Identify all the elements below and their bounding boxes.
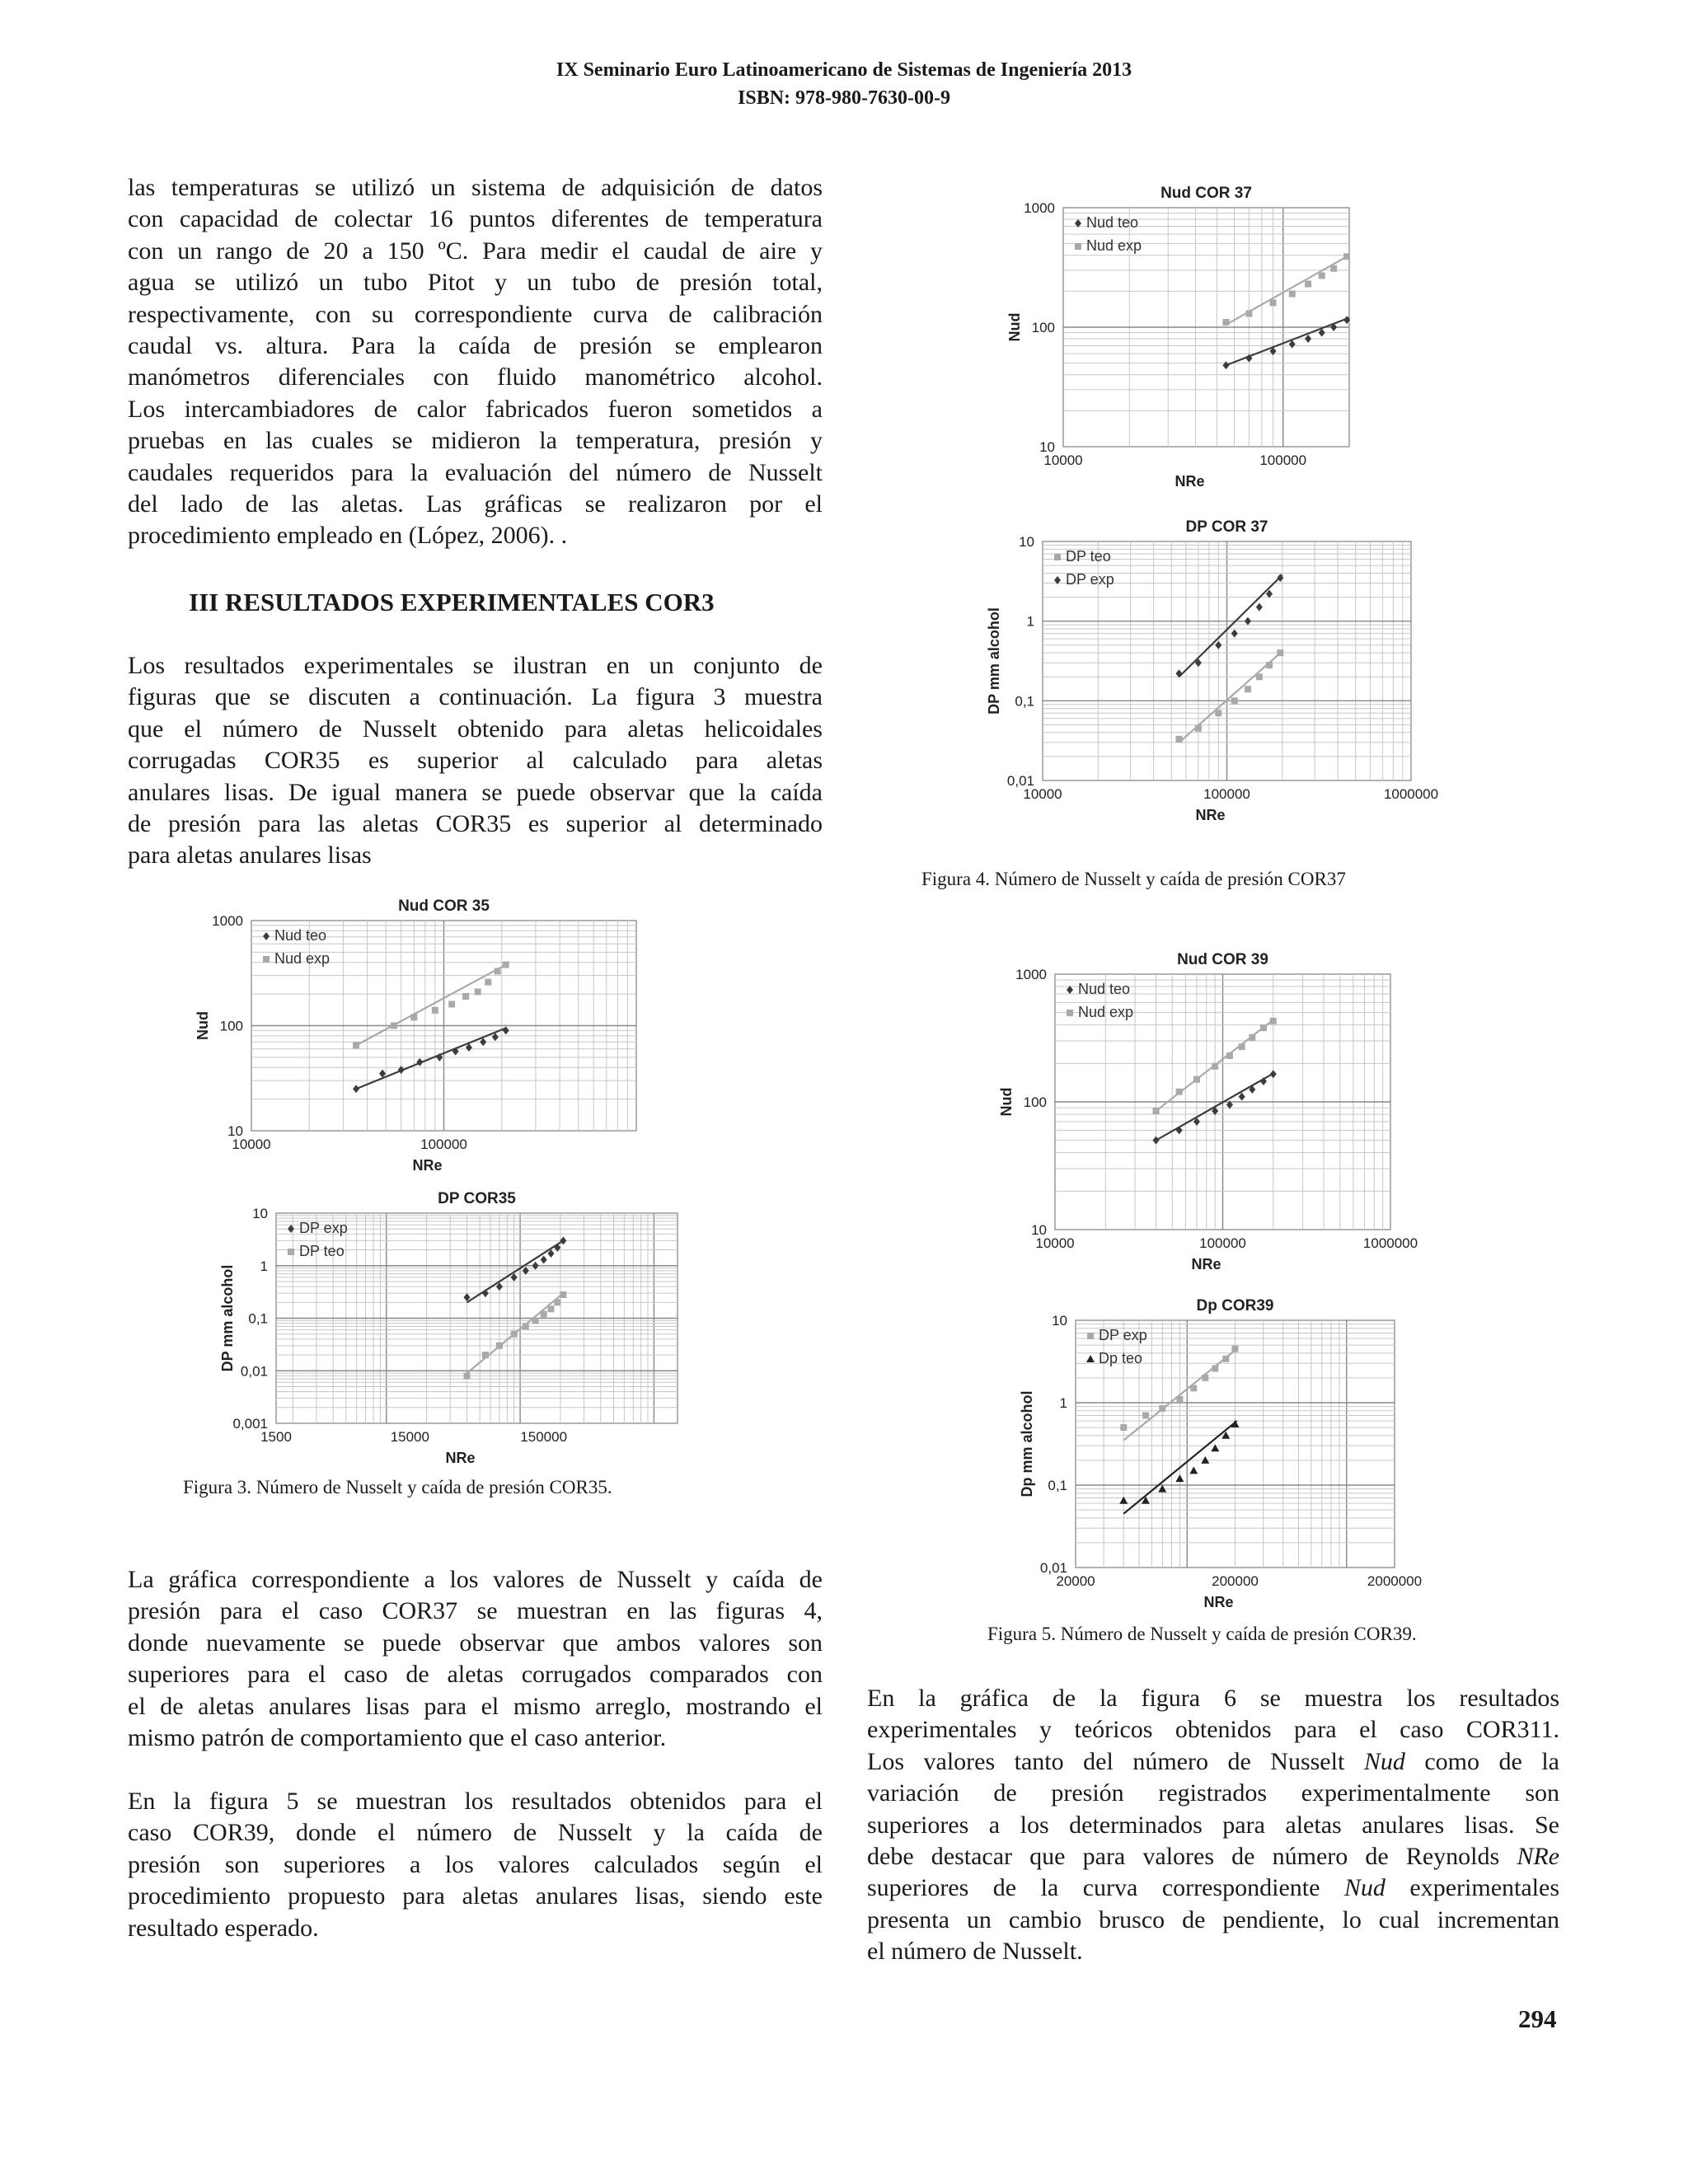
legend-label: Nud teo	[1078, 981, 1131, 997]
chart-nud-cor35	[190, 894, 651, 1179]
y-axis-label: DP mm alcohol	[219, 1264, 236, 1372]
data-point	[1142, 1412, 1149, 1418]
x-tick-label: 20000	[1056, 1573, 1095, 1589]
data-point	[1195, 725, 1202, 732]
data-point	[541, 1310, 547, 1317]
chart-nud-cor37	[1001, 181, 1364, 494]
x-tick-label: 200000	[1212, 1573, 1259, 1589]
text-line: que el número de Nusselt obtenido para aletas helicoidales	[128, 715, 823, 743]
legend-label: DP teo	[299, 1243, 345, 1259]
text-line: variación de presión registrados experimentalmente son	[867, 1779, 1559, 1807]
chart-nud-cor39	[993, 948, 1418, 1277]
text-line: procedimiento propuesto para aletas anulares lisas, siendo este	[128, 1882, 823, 1910]
chart-title: Nud COR 35	[398, 898, 490, 915]
text-line: presenta un cambio brusco de pendiente, lo cual incrementan	[867, 1905, 1559, 1933]
text-line: La gráfica correspondiente a los valores de Nusselt y caída de	[128, 1566, 823, 1593]
data-point	[523, 1323, 529, 1329]
y-tick-label: 1000	[1024, 200, 1055, 216]
y-tick-label: 0,1	[248, 1310, 268, 1327]
data-point	[1212, 1366, 1218, 1372]
chart-title: DP COR 37	[1185, 518, 1268, 536]
y-tick-label: 1	[1026, 613, 1034, 630]
section-title: III RESULTADOS EXPERIMENTALES COR3	[189, 588, 715, 616]
y-tick-label: 10	[1019, 534, 1034, 550]
text-line: con un rango de 20 a 150 ºC. Para medir el caudal de aire y	[128, 237, 823, 265]
y-tick-label: 1000	[212, 913, 243, 929]
text-line: experimentales y teóricos obtenidos para el caso COR311.	[867, 1716, 1559, 1744]
data-point	[1231, 697, 1238, 704]
legend-label: Dp teo	[1099, 1350, 1143, 1366]
text-line: superiores a los determinados para aletas anulares lisas. Se	[867, 1811, 1559, 1839]
text-line: Los resultados experimentales se ilustran en un conjunto de	[128, 652, 823, 679]
y-axis-label: DP mm alcohol	[986, 607, 1002, 715]
y-tick-label: 10	[252, 1206, 268, 1221]
text-line: Los valores tanto del número de Nusselt Nud como de la	[867, 1747, 1559, 1775]
text-line: presión para el caso COR37 se muestran en las figuras 4,	[128, 1597, 823, 1625]
legend-label: DP teo	[1066, 548, 1111, 565]
chart-dp-cor39	[1014, 1294, 1423, 1615]
data-point	[1159, 1405, 1165, 1412]
data-point	[1249, 1034, 1255, 1041]
text-line: para aletas anulares lisas	[128, 841, 372, 869]
y-tick-label: 100	[1023, 1094, 1047, 1110]
text-line: superiores de la curva correspondiente Nud experimentales	[867, 1874, 1559, 1902]
legend-label: Nud teo	[274, 927, 327, 944]
y-tick-label: 1000	[1015, 967, 1047, 982]
y-axis-label: Nud	[1006, 312, 1023, 342]
data-point	[547, 1305, 554, 1312]
text-line: respectivamente, con su correspondiente curva de calibración	[128, 300, 823, 328]
legend-label: Nud teo	[1086, 214, 1139, 231]
x-axis-label: NRe	[445, 1450, 476, 1466]
data-point	[1270, 299, 1277, 306]
legend-label: DP exp	[299, 1220, 348, 1236]
data-point	[1256, 673, 1263, 680]
data-point	[1305, 281, 1311, 288]
legend-marker	[263, 956, 270, 963]
y-tick-label: 0,01	[1006, 773, 1034, 789]
data-point	[448, 1001, 455, 1007]
data-point	[1319, 272, 1325, 279]
y-tick-label: 1	[260, 1258, 268, 1274]
y-tick-label: 10	[1039, 439, 1055, 455]
data-point	[1175, 736, 1182, 743]
legend-marker	[1067, 1010, 1073, 1016]
data-point	[1176, 1396, 1183, 1403]
figure5-caption: Figura 5. Número de Nusselt y caída de presión COR39.	[987, 1624, 1417, 1644]
text-line: anulares lisas. De igual manera se puede observar que la caída	[128, 778, 823, 806]
data-point	[1232, 1346, 1239, 1352]
data-point	[1212, 1063, 1218, 1070]
figure3-caption: Figura 3. Número de Nusselt y caída de presión COR35.	[183, 1477, 612, 1497]
data-point	[495, 968, 501, 974]
x-tick-label: 10000	[1023, 786, 1062, 802]
y-tick-label: 0,1	[1048, 1478, 1067, 1493]
data-point	[1277, 649, 1283, 656]
legend-label: DP exp	[1066, 571, 1114, 588]
data-point	[1190, 1385, 1197, 1391]
x-tick-label: 10000	[1035, 1235, 1075, 1251]
chart-title: Nud COR 37	[1160, 185, 1252, 202]
paragraph-methods	[128, 172, 823, 552]
x-tick-label: 10000	[1043, 452, 1083, 468]
x-axis-label: NRe	[1195, 807, 1226, 823]
data-point	[1222, 319, 1229, 326]
y-tick-label: 1	[1059, 1395, 1067, 1411]
text-line: con capacidad de colectar 16 puntos diferentes de temperatura	[128, 205, 823, 233]
x-tick-label: 100000	[1203, 786, 1250, 802]
text-line: caso COR39, donde el número de Nusselt y la caída de	[128, 1819, 823, 1847]
x-tick-label: 15000	[390, 1429, 429, 1445]
legend-label: DP exp	[1099, 1327, 1147, 1343]
data-point	[1289, 291, 1296, 298]
page-number: 294	[1518, 2004, 1557, 2033]
text-line: debe destacar que para valores de número de Reynolds NRe	[867, 1843, 1559, 1871]
data-point	[463, 1372, 470, 1379]
text-line: procedimiento empleado en (López, 2006). .	[128, 522, 568, 550]
data-point	[391, 1023, 397, 1029]
y-tick-label: 10	[1031, 1222, 1047, 1238]
data-point	[1330, 265, 1337, 272]
legend-label: Nud exp	[1078, 1004, 1134, 1020]
text-line: del lado de las aletas. Las gráficas se realizaron por el	[128, 490, 823, 518]
x-tick-label: 1000000	[1383, 786, 1439, 802]
chart-dp-cor35	[214, 1187, 692, 1471]
x-tick-label: 100000	[1199, 1235, 1246, 1251]
data-point	[410, 1014, 417, 1020]
text-line: agua se utilizó un tubo Pitot y un tubo de presión total,	[128, 269, 823, 297]
figure4-caption: Figura 4. Número de Nusselt y caída de presión COR37	[921, 869, 1346, 889]
data-point	[554, 1299, 560, 1305]
x-tick-label: 2000000	[1367, 1573, 1423, 1589]
text-line: caudal vs. altura. Para la caída de presión se emplearon	[128, 332, 823, 360]
chart-dp-cor37	[981, 515, 1439, 828]
y-tick-label: 0,01	[240, 1363, 268, 1380]
x-axis-label: NRe	[1191, 1256, 1221, 1272]
text-line: caudales requeridos para la evaluación del número de Nusselt	[128, 458, 823, 486]
header-isbn: ISBN: 978-980-7630-00-9	[738, 87, 950, 109]
legend-label: Nud exp	[1086, 237, 1142, 254]
chart-title: DP COR35	[438, 1190, 516, 1207]
data-point	[1226, 1052, 1233, 1059]
paragraph-cor311	[867, 1683, 1559, 1968]
data-point	[1270, 1018, 1277, 1024]
text-line: pruebas en las cuales se midieron la temperatura, presión y	[128, 427, 823, 455]
data-point	[560, 1291, 566, 1298]
x-tick-label: 1500	[260, 1429, 292, 1445]
text-line: las temperaturas se utilizó un sistema de adquisición de datos	[128, 174, 823, 201]
text-line: figuras que se discuten a continuación. La figura 3 muestra	[128, 683, 823, 711]
legend-marker	[1054, 554, 1061, 560]
y-tick-label: 10	[1052, 1313, 1067, 1329]
text-line: de presión para las aletas COR35 es superior al determinado	[128, 810, 823, 838]
chart-title: Dp COR39	[1196, 1297, 1274, 1315]
data-point	[1260, 1024, 1267, 1031]
y-tick-label: 10	[227, 1123, 243, 1139]
data-point	[1222, 1356, 1229, 1362]
y-tick-label: 0,001	[232, 1416, 268, 1432]
data-point	[1245, 310, 1252, 316]
data-point	[1176, 1089, 1183, 1095]
text-line: el de aletas anulares lisas para el mismo arreglo, mostrando el	[128, 1692, 823, 1720]
text-line: resultado esperado.	[128, 1914, 319, 1942]
y-tick-label: 100	[1031, 320, 1055, 335]
text-line: donde nuevamente se puede observar que ambos valores son	[128, 1629, 823, 1657]
legend-marker	[288, 1249, 294, 1255]
text-line: En la figura 5 se muestran los resultados obtenidos para el	[128, 1788, 823, 1815]
text-line: manómetros diferenciales con fluido manométrico alcohol.	[128, 363, 823, 391]
x-tick-label: 150000	[520, 1429, 568, 1445]
x-tick-label: 100000	[1259, 452, 1307, 468]
x-axis-label: NRe	[1203, 1594, 1234, 1610]
data-point	[496, 1343, 503, 1349]
data-point	[1215, 710, 1221, 716]
x-tick-label: 100000	[420, 1137, 467, 1152]
text-line: superiores para el caso de aletas corrugados comparados con	[128, 1661, 823, 1689]
y-tick-label: 0,1	[1015, 693, 1034, 710]
y-tick-label: 100	[219, 1018, 243, 1034]
data-point	[511, 1331, 518, 1338]
data-point	[1343, 253, 1350, 260]
text-line: En la gráfica de la figura 6 se muestra los resultados	[867, 1685, 1559, 1712]
paragraph-results-intro	[128, 650, 823, 872]
data-point	[482, 1352, 489, 1358]
x-tick-label: 10000	[232, 1137, 271, 1152]
data-point	[1193, 1076, 1200, 1083]
data-point	[1120, 1424, 1127, 1431]
y-tick-label: 0,01	[1039, 1560, 1067, 1576]
data-point	[1153, 1108, 1160, 1114]
header-conference: IX Seminario Euro Latinoamericano de Sistemas de Ingeniería 2013	[556, 59, 1132, 81]
data-point	[432, 1007, 438, 1014]
y-axis-label: Dp mm alcohol	[1019, 1390, 1035, 1497]
text-line: presión son superiores a los valores calculados según el	[128, 1850, 823, 1878]
data-point	[532, 1317, 539, 1324]
legend-marker	[1087, 1333, 1094, 1339]
data-point	[475, 988, 481, 995]
text-line: corrugadas COR35 es superior al calculado para aletas	[128, 747, 823, 775]
data-point	[1239, 1043, 1245, 1050]
paragraph-cor37	[128, 1564, 823, 1754]
legend-marker	[1075, 243, 1081, 250]
data-point	[1245, 686, 1251, 692]
data-point	[353, 1042, 359, 1048]
text-line: mismo patrón de comportamiento que el caso anterior.	[128, 1724, 667, 1752]
legend-label: Nud exp	[274, 950, 331, 967]
x-axis-label: NRe	[1175, 473, 1205, 490]
text-line: Los intercambiadores de calor fabricados fueron sometidos a	[128, 395, 823, 423]
data-point	[503, 962, 509, 968]
chart-title: Nud COR 39	[1177, 951, 1268, 968]
text-line: el número de Nusselt.	[867, 1938, 1083, 1966]
paragraph-cor39	[128, 1786, 823, 1944]
data-point	[485, 979, 491, 986]
y-axis-label: Nud	[998, 1087, 1015, 1117]
data-point	[1266, 662, 1273, 668]
x-axis-label: NRe	[412, 1157, 443, 1174]
y-axis-label: Nud	[195, 1011, 211, 1040]
x-tick-label: 1000000	[1362, 1235, 1418, 1251]
data-point	[1202, 1375, 1208, 1381]
data-point	[462, 993, 469, 1000]
